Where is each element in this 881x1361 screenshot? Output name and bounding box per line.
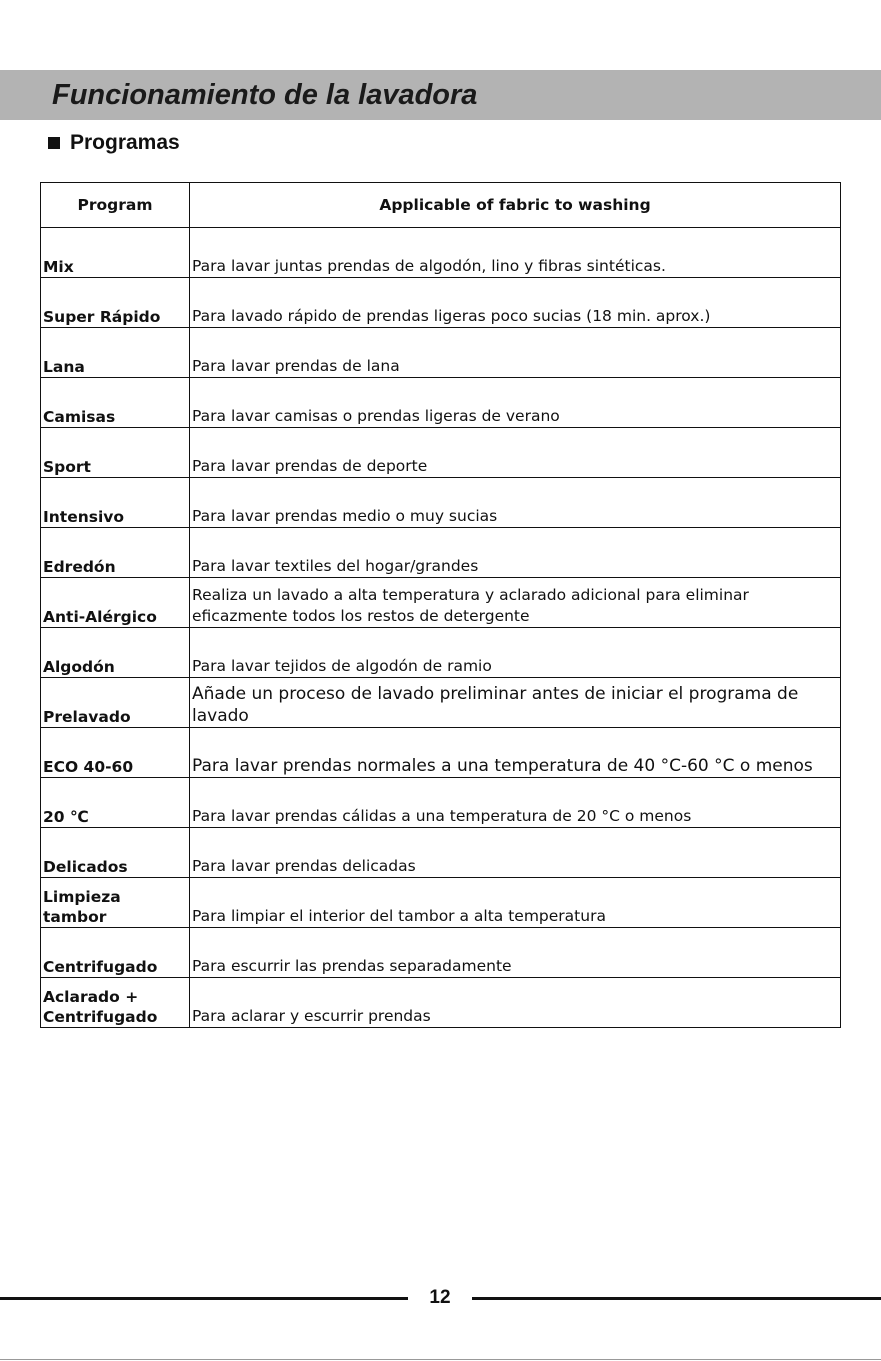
program-description: Para lavar textiles del hogar/grandes: [190, 528, 841, 578]
program-name: Prelavado: [41, 678, 190, 728]
program-name: Sport: [41, 428, 190, 478]
program-description: Para lavar prendas medio o muy sucias: [190, 478, 841, 528]
table-row: [41, 578, 841, 628]
table-row: [41, 728, 841, 778]
table-row: [41, 278, 841, 328]
program-description: Para lavar juntas prendas de algodón, lino y fibras sintéticas.: [190, 228, 841, 278]
table-row: [41, 878, 841, 928]
program-name: Camisas: [41, 378, 190, 428]
bottom-rule: [0, 1359, 881, 1360]
program-description: Para aclarar y escurrir prendas: [190, 978, 841, 1028]
table-row: [41, 828, 841, 878]
program-name: Mix: [41, 228, 190, 278]
column-header-description: Applicable of fabric to washing: [190, 183, 841, 228]
page-title: Funcionamiento de la lavadora: [52, 79, 478, 111]
table-row: [41, 628, 841, 678]
program-description: Para escurrir las prendas separadamente: [190, 928, 841, 978]
section-title: Programas: [70, 131, 180, 154]
program-name: 20 ℃: [41, 778, 190, 828]
program-name: Delicados: [41, 828, 190, 878]
table-row: [41, 978, 841, 1028]
footer-rule-right: [472, 1297, 881, 1300]
table-row: [41, 528, 841, 578]
column-header-program: Program: [41, 183, 190, 228]
program-description: Para lavar camisas o prendas ligeras de verano: [190, 378, 841, 428]
program-description: Para lavar tejidos de algodón de ramio: [190, 628, 841, 678]
table-row: [41, 478, 841, 528]
program-name: Aclarado + Centrifugado: [41, 978, 190, 1028]
footer-rule-left: [0, 1297, 408, 1300]
program-description: Añade un proceso de lavado preliminar antes de iniciar el programa de lavado: [190, 678, 841, 728]
table-header-row: [41, 183, 841, 228]
table-row: [41, 378, 841, 428]
program-description: Para lavar prendas de lana: [190, 328, 841, 378]
table-row: [41, 678, 841, 728]
program-description: Para lavado rápido de prendas ligeras poco sucias (18 min. aprox.): [190, 278, 841, 328]
table-row: [41, 328, 841, 378]
program-description: Para limpiar el interior del tambor a alta temperatura: [190, 878, 841, 928]
program-description: Para lavar prendas de deporte: [190, 428, 841, 478]
table-row: [41, 428, 841, 478]
program-name: Limpieza tambor: [41, 878, 190, 928]
program-name: Edredón: [41, 528, 190, 578]
program-name: Centrifugado: [41, 928, 190, 978]
table-row: [41, 928, 841, 978]
program-name: Super Rápido: [41, 278, 190, 328]
page-number: 12: [429, 1287, 451, 1308]
program-name: Lana: [41, 328, 190, 378]
program-name: Intensivo: [41, 478, 190, 528]
table-row: [41, 778, 841, 828]
square-bullet-icon: [48, 137, 60, 149]
table-row: [41, 228, 841, 278]
program-description: Para lavar prendas delicadas: [190, 828, 841, 878]
program-name: Anti-Alérgico: [41, 578, 190, 628]
program-name: ECO 40-60: [41, 728, 190, 778]
program-name: Algodón: [41, 628, 190, 678]
program-description: Realiza un lavado a alta temperatura y aclarado adicional para eliminar eficazmente todos los restos de detergente: [190, 578, 841, 628]
programs-table: [40, 182, 841, 1028]
program-description: Para lavar prendas normales a una temperatura de 40 °C-60 °C o menos: [190, 728, 841, 778]
program-description: Para lavar prendas cálidas a una temperatura de 20 °C o menos: [190, 778, 841, 828]
section-heading: [48, 128, 180, 158]
